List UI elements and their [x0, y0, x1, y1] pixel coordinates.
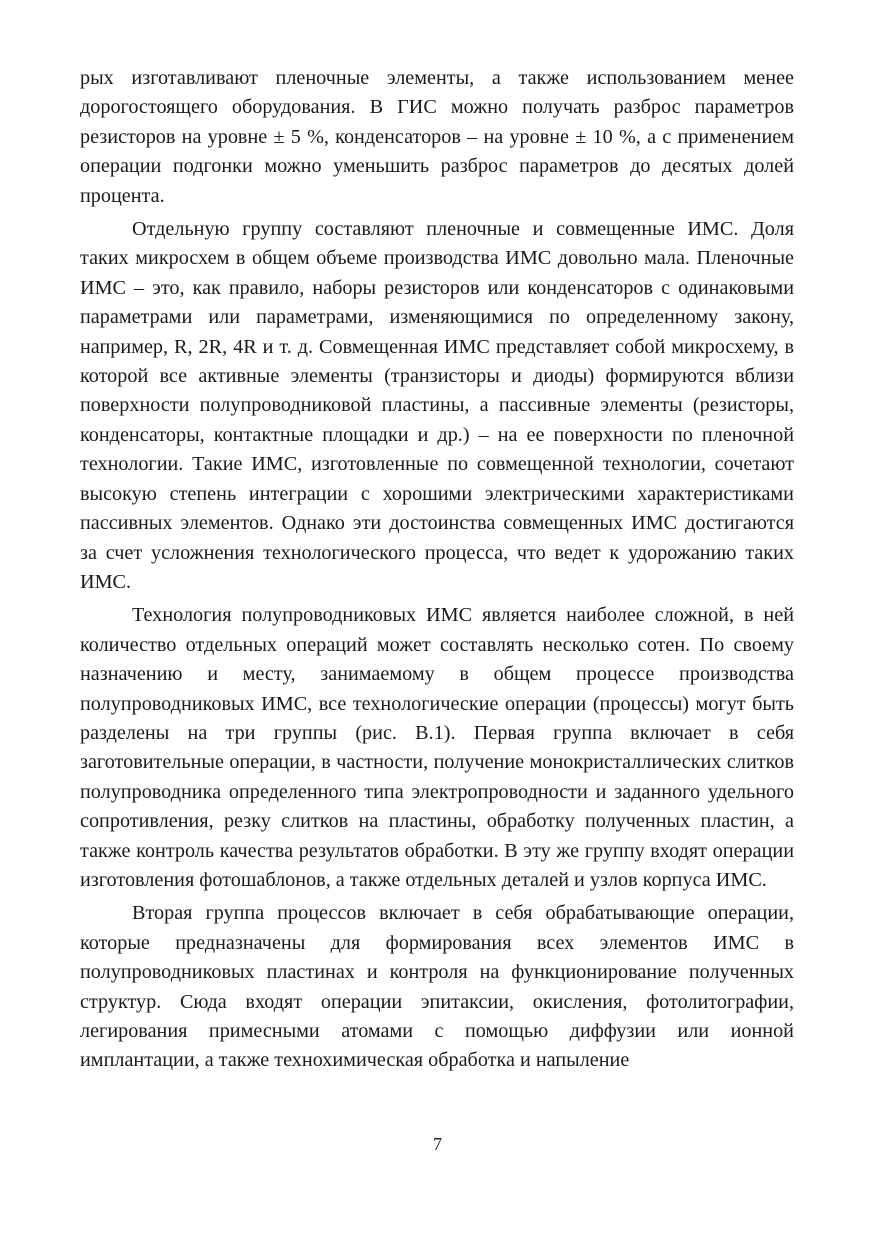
page-body [80, 64, 794, 1080]
paragraph-semiconductor-technology: Технология полупроводниковых ИМС является наиболее сложной, в ней количество отдельных операций может составлять несколько сотен. По своему назначению и месту, занимаемому в общем процессе производства полупроводниковых ИМС, все технологические операции (процессы) могут быть разделены на три группы (рис. В.1). Первая группа включает в себя заготовительные операции, в частности, получение монокристаллических слитков полупроводника определенного типа электропроводности и заданного удельного сопротивления, резку слитков на пластины, обработку полученных пластин, а также контроль качества результатов обработки. В эту же группу входят операции изготовления фотошаблонов, а также отдельных деталей и узлов корпуса ИМС. [80, 604, 794, 891]
paragraph-continuation: рых изготавливают пленочные элементы, а также использованием менее дорогостоящего оборудования. В ГИС можно получать разброс параметров резисторов на уровне ± 5 %, конденсаторов – на уровне ± 10 %, а с применением операции подгонки можно уменьшить разброс параметров до десятых долей процента. [80, 67, 794, 207]
paragraph-second-group: Вторая группа процессов включает в себя обрабатывающие операции, которые предназначены для формирования всех элементов ИМС в полупроводниковых пластинах и контроля на функционирование полученных структур. Сюда входят операции эпитаксии, окисления, фотолитографии, легирования примесными атомами с помощью диффузии или ионной имплантации, а также технохимическая обработка и напыление [80, 902, 794, 1072]
paragraph-film-and-combined-ics: Отдельную группу составляют пленочные и совмещенные ИМС. Доля таких микросхем в общем объеме производства ИМС довольно мала. Пленочные ИМС – это, как правило, наборы резисторов или конденсаторов с одинаковыми параметрами или параметрами, изменяющимися по определенному закону, например, R, 2R, 4R и т. д. Совмещенная ИМС представляет собой микросхему, в которой все активные элементы (транзисторы и диоды) формируются вблизи поверхности полупроводниковой пластины, а пассивные элементы (резисторы, конденсаторы, контактные площадки и др.) – на ее поверхности по пленочной технологии. Такие ИМС, изготовленные по совмещенной технологии, сочетают высокую степень интеграции с хорошими электрическими характеристиками пассивных элементов. Однако эти достоинства совмещенных ИМС достигаются за счет усложнения технологического процесса, что ведет к удорожанию таких ИМС. [80, 218, 794, 593]
page-number: 7 [433, 1134, 442, 1154]
